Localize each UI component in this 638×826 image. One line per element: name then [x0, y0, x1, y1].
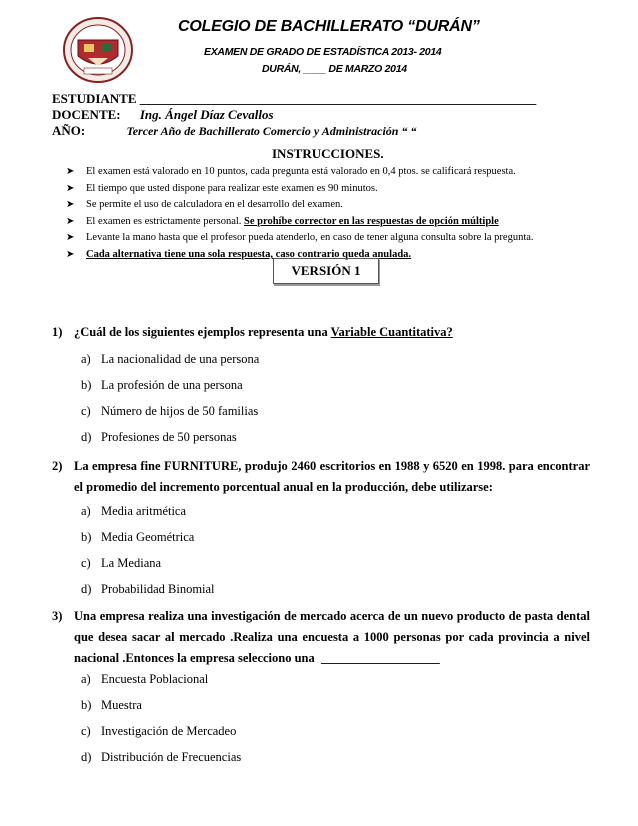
exam-subtitle: EXAMEN DE GRADO DE ESTADÍSTICA 2013- 2014 — [204, 46, 442, 58]
option-2a[interactable]: a) Media aritmética — [81, 504, 187, 518]
option-3c[interactable]: c) Investigación de Mercadeo — [81, 724, 237, 738]
arrow-bullet-icon: ➤ — [66, 232, 75, 244]
instructions-list — [66, 164, 606, 264]
option-1d[interactable]: d) Profesiones de 50 personas — [81, 430, 237, 444]
instruction-item: ➤ Levante la mano hasta que el profesor pueda atenderlo, en caso de tener alguna consulta sobre la pregunta. — [66, 230, 606, 247]
student-blank[interactable]: _____________________________________________________________ — [139, 91, 537, 106]
arrow-bullet-icon: ➤ — [66, 182, 75, 194]
instruction-item: ➤ El tiempo que usted dispone para realizar este examen es 90 minutos. — [66, 181, 606, 198]
year-label: AÑO: — [52, 123, 86, 138]
question-1 — [52, 322, 590, 343]
instruction-item: ➤ El examen es estrictamente personal. Se prohíbe corrector en las respuestas de opción múltiple — [66, 214, 606, 231]
option-2d[interactable]: d) Probabilidad Binomial — [81, 582, 215, 596]
option-1b[interactable]: b) La profesión de una persona — [81, 378, 243, 392]
question-number: 3) — [52, 609, 63, 623]
instruction-item: ➤ Se permite el uso de calculadora en el desarrollo del examen. — [66, 197, 606, 214]
option-3d[interactable]: d) Distribución de Frecuencias — [81, 750, 242, 764]
question-text: La empresa fine FURNITURE, produjo 2460 escritorios en 1988 y 6520 en 1998. para encontrar el promedio del incremento porcentual anual en la producción, debe utilizarse: — [74, 459, 590, 494]
arrow-bullet-icon: ➤ — [66, 199, 75, 211]
option-1a[interactable]: a) La nacionalidad de una persona — [81, 352, 260, 366]
teacher-field — [52, 107, 274, 123]
arrow-bullet-icon: ➤ — [66, 248, 75, 260]
question-text: Una empresa realiza una investigación de mercado acerca de un nuevo producto de pasta dental que desea sacar al mercado .Realiza una encuesta a 1000 personas por cada provincia a nivel nacional .Entonces la empresa selecciono una — [74, 609, 590, 665]
answer-blank[interactable]: ___________________ — [321, 651, 440, 665]
question-number: 2) — [52, 459, 63, 473]
option-2c[interactable]: c) La Mediana — [81, 556, 162, 570]
option-1c[interactable]: c) Número de hijos de 50 familias — [81, 404, 259, 418]
question-text: ¿Cuál de los siguientes ejemplos representa una — [74, 325, 331, 339]
exam-date-line: DURÁN, ____ DE MARZO 2014 — [262, 63, 407, 75]
question-2 — [52, 456, 590, 498]
option-3a[interactable]: a) Encuesta Poblacional — [81, 672, 209, 686]
student-label: ESTUDIANTE — [52, 91, 137, 106]
teacher-value: Ing. Ángel Díaz Cevallos — [139, 107, 274, 122]
variable-cuantitativa-emphasis: Variable Cuantitativa? — [330, 325, 453, 339]
school-seal-logo — [62, 16, 134, 84]
teacher-label: DOCENTE: — [52, 107, 121, 122]
year-field — [52, 123, 416, 139]
school-title: COLEGIO DE BACHILLERATO “DURÁN” — [178, 18, 480, 35]
arrow-bullet-icon: ➤ — [66, 166, 75, 177]
option-3b[interactable]: b) Muestra — [81, 698, 142, 712]
no-corrector-emphasis: Se prohíbe corrector en las respuestas de opción múltiple — [244, 215, 499, 227]
question-3 — [52, 606, 590, 669]
student-field[interactable] — [52, 91, 536, 107]
question-number: 1) — [52, 325, 63, 339]
version-box: VERSIÓN 1 — [273, 258, 379, 284]
year-value: Tercer Año de Bachillerato Comercio y Administración “ “ — [126, 124, 417, 138]
instructions-title: INSTRUCCIONES. — [272, 146, 384, 161]
instruction-item: ➤ Cada alternativa tiene una sola respuesta, caso contrario queda anulada. — [66, 247, 606, 264]
instruction-item: ➤ El examen está valorado en 10 puntos, cada pregunta está valorado en 0,4 ptos. se calificará respuesta. — [66, 164, 606, 181]
option-2b[interactable]: b) Media Geométrica — [81, 530, 195, 544]
arrow-bullet-icon: ➤ — [66, 215, 75, 227]
